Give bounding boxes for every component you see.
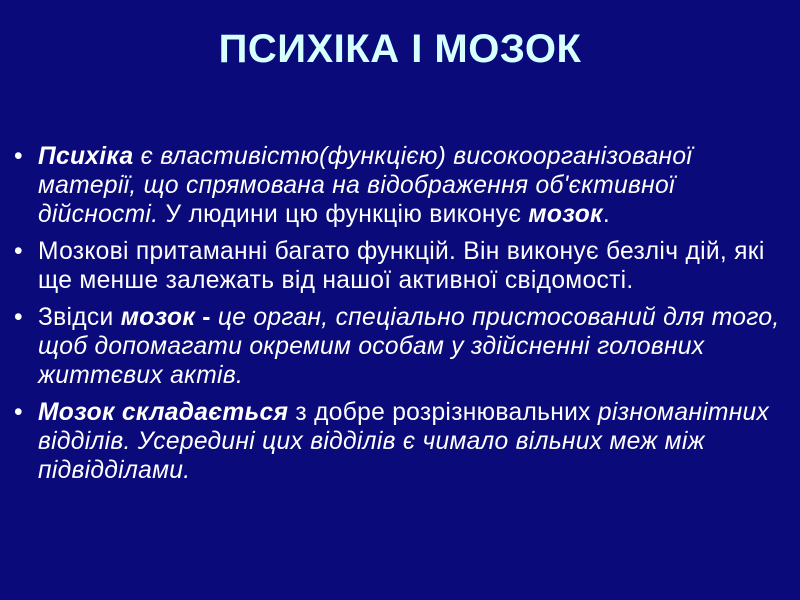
bullet-item <box>10 237 790 295</box>
bullet-item <box>10 142 790 229</box>
bullet-3-text-2: мозок <box>120 304 196 331</box>
bullet-1-text-4: мозок <box>528 201 603 228</box>
bullet-item <box>10 303 790 390</box>
bullet-2-text-1: Мозкові притаманні багато функцій. Він виконує безліч дій, які ще менше залежать від нашої активної свідомості. <box>38 238 765 294</box>
bullet-list <box>10 142 790 493</box>
bullet-4-text-3: різноманітних відділів. Усередині цих відділів є чимало вільних меж між підвідділами. <box>38 399 770 484</box>
bullet-1-text-3: У людини цю функцію виконує <box>158 201 529 228</box>
bullet-3-text-3: - <box>195 304 218 331</box>
bullet-1-text-5: . <box>602 201 610 228</box>
bullet-1-text-2: є властивістю(функцією) високоорганізованої матерії, що спрямована на відображення об'єктивної дійсності. <box>38 143 693 228</box>
bullet-4-text-2: з добре розрізнювальних <box>288 399 598 426</box>
bullet-4-text-1: Мозок складається <box>38 399 289 426</box>
bullet-1-text-1: Психіка <box>38 143 134 170</box>
bullet-3-text-1: Звідси <box>38 304 121 331</box>
slide-title: ПСИХІКА І МОЗОК <box>218 27 582 71</box>
bullet-3-text-4: це орган, спеціально пристосований для того, щоб допомагати окремим особам у здійсненні головних життєвих актів. <box>38 304 780 389</box>
bullet-item <box>10 398 790 485</box>
